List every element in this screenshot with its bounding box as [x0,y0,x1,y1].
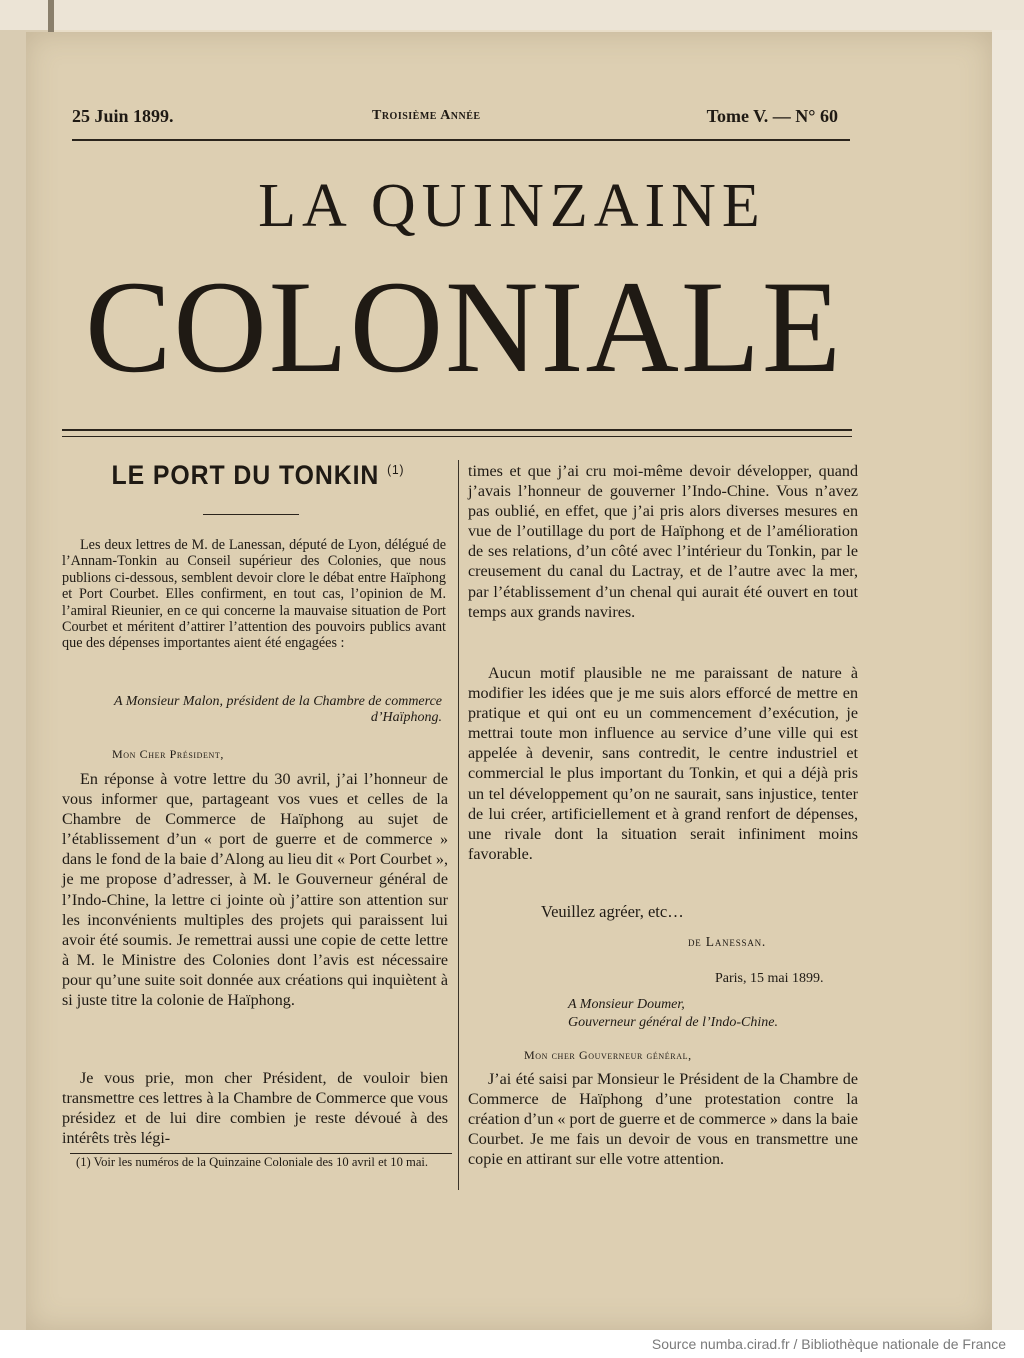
header-rule [72,139,850,141]
letter1-salutation: Mon Cher Président, [112,747,224,761]
source-credit: Source numba.cirad.fr / Bibliothèque nationale de France [651,1336,1006,1352]
issue-header [72,106,848,132]
letter1-signature: de Lanessan. [688,934,767,949]
letter2-addressee [568,996,858,1032]
letter2-addressee-line-1: A Monsieur Doumer, [568,997,685,1012]
column-divider [458,460,459,1190]
masthead-line-2: COLONIALE [85,253,843,400]
letter1-paragraph-1: En réponse à votre lettre du 30 avril, j’ai l’honneur de vous informer que, partageant vos vues et celles de la Chambre de Commerce de Haïphong au sujet de l’établissement d’un « port de guerre et de commerce » dans le fond de la baie d’Along au lieu dit « Port Courbet », je me propose d’adresser, à M. le Gouverneur général de l’Indo-Chine, la lettre ci jointe où j’attire son attention sur les inconvénients multiples des projets qui paraissent lui avoir été soumis. Je remettrai aussi une copie de cette lettre à M. le Ministre des Colonies dont l’avis est nécessaire pour qu’une suite soit donnée aux créations qui inquiètent à si juste titre la colonie de Haïphong. [62,771,448,1010]
letter1-closing: Veuillez agréer, etc… [541,902,684,921]
masthead-rule-thin [62,436,852,437]
article-intro: Les deux lettres de M. de Lanessan, député de Lyon, délégué de l’Annam-Tonkin au Conseil supérieur des Colonies, que nous publions ci-dessous, semblent devoir clore le débat entre Haïphong et Port Courbet. Elles confirment, en tout cas, l’opinion de M. l’amiral Rieunier, en ce qui concerne la mauvaise situation de Port Courbet et méritent d’attirer l’attention des pouvoirs publics avant que des dépenses importantes aient été engagées : [62,537,446,652]
letter2-place-date: Paris, 15 mai 1899. [715,971,824,986]
article-title-text: LE PORT DU TONKIN [111,460,380,490]
issue-year: Troisième Année [372,108,481,123]
letter1-paragraph-3: Aucun motif plausible ne me paraissant de nature à modifier les idées que je me suis alors efforcé de mettre en pratique et qui ont eu un commencement d’exécution, je mettrai toute mon influence au service d’une ville qui est appelée à devenir, sans contredit, le centre industriel et commercial le plus important du Tonkin, et qui a déjà pris un tel développement qu’on ne saurait, sans injustice, tenter de lui créer, artificiellement et à grand renfort de dépenses, une rivale dont la situation serait infiniment moins favorable. [468,665,858,863]
letter2-salutation: Mon cher Gouverneur général, [524,1048,692,1062]
footnote: (1) Voir les numéros de la Quinzaine Coloniale des 10 avril et 10 mai. [76,1155,429,1169]
masthead-line-1: LA QUINZAINE [258,172,766,240]
masthead-rule [62,429,852,431]
article-title [78,460,439,491]
letter1-paragraph-2: Je vous prie, mon cher Président, de vouloir bien transmettre ces lettres à la Chambre de Commerce que vous présidez et de lui dire combien je reste dévoué à des intérêts très légi- [62,1070,448,1148]
letter1-paragraph-continued: times et que j’ai cru moi-même devoir développer, quand j’avais l’honneur de gouverner l’Indo-Chine. Vous n’avez pas oublié, en effet, que j’ai pris alors diverses mesures en vue de l’outillage du port de Haïphong et de l’amélioration de ses relations, d’un côté avec l’intérieur du Tonkin, par le creusement du canal du Lactray, et de l’autre avec la mer, par l’établissement d’un chenal qui aurait été ouvert en tout temps aux grands navires. [468,463,858,621]
issue-date: 25 Juin 1899. [72,106,174,126]
scan-background-top [0,0,1024,30]
issue-number: Tome V. — N° 60 [706,106,838,126]
letter1-addressee: A Monsieur Malon, président de la Chambre de commerce d’Haïphong. [113,694,442,725]
letter2-addressee-line-2: Gouverneur général de l’Indo-Chine. [568,1015,778,1030]
footnote-marker: (1) [387,462,405,477]
footnote-rule [70,1153,452,1154]
letter2-paragraph-1: J’ai été saisi par Monsieur le Président de la Chambre de Commerce de Haïphong d’une protestation contre la création d’un « port de guerre et de commerce » dans la baie Courbet. Je me fais un devoir de vous en transmettre une copie en attirant sur elle votre attention. [468,1071,858,1169]
title-separator [203,514,299,515]
